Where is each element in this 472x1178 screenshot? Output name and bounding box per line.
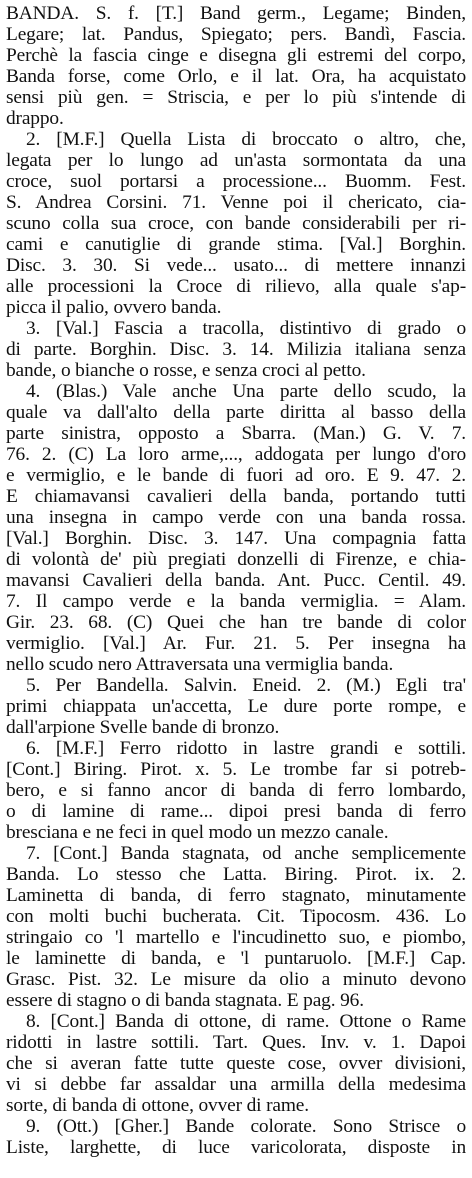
entry-line: le laminette di banda, e 'l puntaruolo. [M.F.] Cap. (6, 948, 466, 969)
entry-line: 76. 2. (C) La loro arme,..., addogata per lungo d'oro (6, 444, 466, 465)
entry-line: quale va dall'alto della parte diritta al basso della (6, 402, 466, 423)
entry-line: vermiglio. [Val.] Ar. Fur. 21. 5. Per insegna ha (6, 633, 466, 654)
entry-line: 7. Il campo verde e la banda vermiglia. = Alam. (6, 591, 466, 612)
sense-heading: 6. [M.F.] Ferro ridotto in lastre grandi e sottili. (26, 738, 466, 759)
entry-line: bande, o bianche o rosse, e senza croci al petto. (6, 360, 366, 381)
entry-line: croce, suol portarsi a processione... Buomm. Fest. (6, 171, 466, 192)
entry-line: Banda forse, come Orlo, e il lat. Ora, ha acquistato (6, 66, 466, 87)
entry-line: Gir. 23. 68. (C) Quei che han tre bande di color (6, 612, 466, 633)
entry-line: BANDA. S. f. [T.] Band germ., Legame; Binden, (6, 3, 466, 24)
entry-line: S. Andrea Corsini. 71. Venne poi il chericato, cia- (6, 192, 466, 213)
entry-line: Disc. 3. 30. Si vede... usato... di mettere innanzi (6, 255, 466, 276)
sense-heading: 9. (Ott.) [Gher.] Bande colorate. Sono Strisce o (26, 1116, 466, 1137)
entry-line: o di lamine di rame... dipoi presi banda di ferro (6, 801, 466, 822)
sense-heading: 4. (Blas.) Vale anche Una parte dello scudo, la (26, 381, 466, 402)
entry-line: una insegna in campo verde con una banda rossa. (6, 507, 466, 528)
entry-line: Perchè la fascia cinge e disegna gli estremi del corpo, (6, 45, 466, 66)
entry-line: Liste, larghette, di luce varicolorata, disposte in (6, 1137, 466, 1158)
entry-line: essere di stagno o di banda stagnata. E pag. 96. (6, 990, 364, 1011)
entry-line: Banda. Lo stesso che Latta. Biring. Pirot. ix. 2. (6, 864, 466, 885)
sense-heading: 3. [Val.] Fascia a tracolla, distintivo di grado o (26, 318, 466, 339)
entry-line: drappo. (6, 108, 64, 129)
entry-line: di parte. Borghin. Disc. 3. 14. Milizia italiana senza (6, 339, 466, 360)
entry-line: bero, e si fanno ancor di banda di ferro lombardo, (6, 780, 466, 801)
entry-line: vi si debbe far assaldar una armilla della medesima (6, 1074, 466, 1095)
entry-line: di volontà de' più pregiati donzelli di Firenze, e chia- (6, 549, 466, 570)
entry-line: dall'arpione Svelle bande di bronzo. (6, 717, 280, 738)
entry-line: sorte, di banda di ottone, ovver di rame. (6, 1095, 309, 1116)
entry-line: Grasc. Pist. 32. Le misure da olio a minuto devono (6, 969, 466, 990)
entry-line: scuno colla sua croce, con bande considerabili per ri- (6, 213, 466, 234)
entry-line: ridotti in lastre sottili. Tart. Ques. Inv. v. 1. Dapoi (6, 1032, 466, 1053)
entry-line: [Cont.] Biring. Pirot. x. 5. Le trombe far si potreb- (6, 759, 466, 780)
entry-line: alle processioni la Croce di rilievo, alla quale s'ap- (6, 276, 466, 297)
entry-line: legata per lo lungo ad un'asta sormontata da una (6, 150, 466, 171)
sense-heading: 7. [Cont.] Banda stagnata, od anche semplicemente (26, 843, 466, 864)
entry-line: E chiamavansi cavalieri della banda, portando tutti (6, 486, 466, 507)
entry-line: parte sinistra, opposto a Sbarra. (Man.) G. V. 7. (6, 423, 466, 444)
entry-line: bresciana e ne feci in quel modo un mezzo canale. (6, 822, 389, 843)
entry-line: Laminetta di banda, di ferro stagnato, minutamente (6, 885, 466, 906)
entry-line: mavansi Cavalieri della banda. Ant. Pucc. Centil. 49. (6, 570, 466, 591)
entry-line: [Val.] Borghin. Disc. 3. 147. Una compagnia fatta (6, 528, 466, 549)
entry-line: Legare; lat. Pandus, Spiegato; pers. Bandì, Fascia. (6, 24, 466, 45)
sense-heading: 5. Per Bandella. Salvin. Eneid. 2. (M.) Egli tra' (26, 675, 466, 696)
entry-line: e vermiglio, e le bande di fuori ad oro. E 9. 47. 2. (6, 465, 466, 486)
sense-heading: 8. [Cont.] Banda di ottone, di rame. Ottone o Rame (26, 1011, 466, 1032)
entry-line: sensi più gen. = Striscia, e per lo più s'intende di (6, 87, 466, 108)
entry-line: stringaio co 'l martello e l'incudinetto suo, e piombo, (6, 927, 466, 948)
entry-line: cami e canutiglie di grande stima. [Val.] Borghin. (6, 234, 466, 255)
entry-line: nello scudo nero Attraversata una vermiglia banda. (6, 654, 394, 675)
sense-heading: 2. [M.F.] Quella Lista di broccato o altro, che, (26, 129, 466, 150)
entry-line: con molti buchi bucherata. Cit. Tipocosm. 436. Lo (6, 906, 466, 927)
entry-line: che si averan fatte tutte queste cose, ovver divisioni, (6, 1053, 466, 1074)
entry-line: picca il palio, ovvero banda. (6, 297, 222, 318)
entry-line: primi chiappata un'accetta, Le dure porte rompe, e (6, 696, 466, 717)
